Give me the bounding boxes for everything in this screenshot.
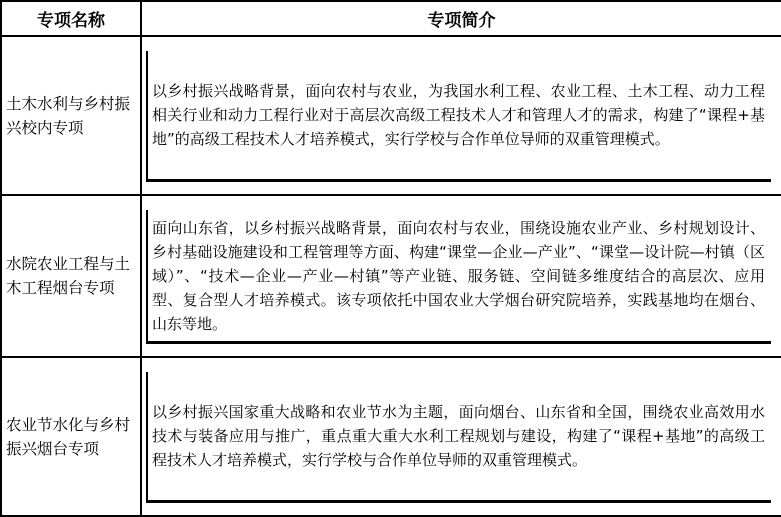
header-program-name: 专项名称 [1,1,141,36]
program-intro-box [146,372,771,503]
program-intro-text: 以乡村振兴战略背景，面向农村与农业，为我国水利工程、农业工程、土木工程、动力工程相关行业和动力工程行业对于高层次高级工程技术人才和管理人才的需求，构建了“课程+基地”的高级工程技术人才培养模式，实行学校与合作单位导师的双重管理模式。 [152,82,765,148]
program-intro-text: 以乡村振兴国家重大战略和农业节水为主题，面向烟台、山东省和全国，围绕农业高效用水技术与装备应用与推广，重点重大重大水利工程规划与建设，构建了“课程+基地”的高级工程技术人才培养模式，实行学校与合作单位导师的双重管理模式。 [152,403,765,469]
program-name-cell: 土木水利与乡村振兴校内专项 [1,36,141,195]
program-intro-cell [141,36,781,195]
program-intro-cell [141,357,781,516]
program-intro-box [146,51,771,182]
table-row [1,357,781,516]
table-row [1,195,781,357]
program-intro-cell [141,195,781,357]
program-name-cell: 农业节水化与乡村振兴烟台专项 [1,357,141,516]
program-intro-box [146,210,771,344]
program-intro-text: 面向山东省，以乡村振兴战略背景，面向农村与农业，围绕设施农业产业、乡村规划设计、乡村基础设施建设和工程管理等方面、构建“课堂—企业—产业”、“课堂—设计院—村镇（区域）”、“技术—企业—产业—村镇”等产业链、服务链、空间链多维度结合的高层次、应用型、复合型人才培养模式。该专项依托中国农业大学烟台研究院培养，实践基地均在烟台、山东等地。 [152,218,765,333]
table-row [1,36,781,195]
table-header-row [1,1,781,36]
header-program-intro: 专项简介 [141,1,781,36]
program-name-cell: 水院农业工程与土木工程烟台专项 [1,195,141,357]
